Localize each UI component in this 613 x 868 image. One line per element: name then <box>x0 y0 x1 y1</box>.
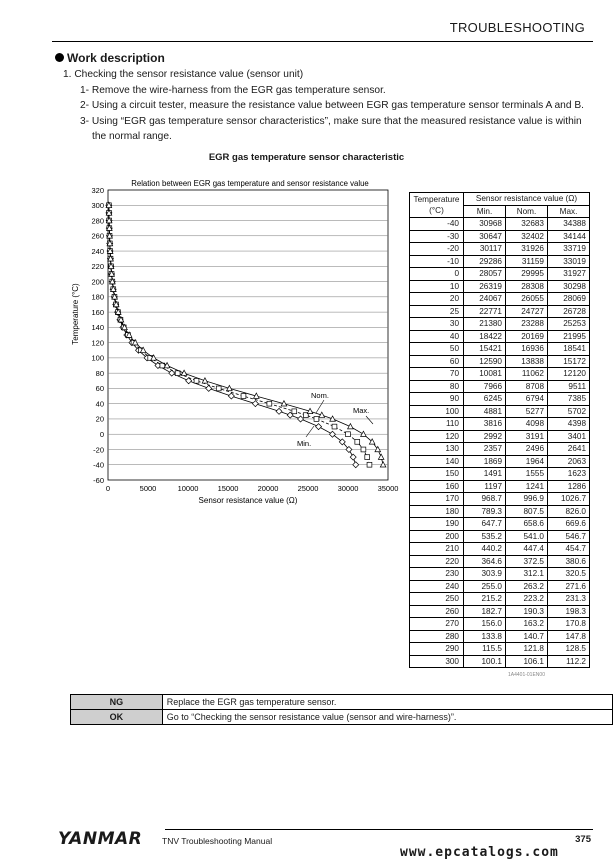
y-tick-label: -40 <box>93 460 104 470</box>
table-row <box>410 468 590 481</box>
resistance-cell: 31926 <box>506 243 548 256</box>
resistance-cell: 15172 <box>548 355 590 368</box>
temperature-cell: 25 <box>410 305 464 318</box>
table-row <box>410 618 590 631</box>
data-point <box>194 378 199 383</box>
table-row <box>410 605 590 618</box>
temperature-cell: 20 <box>410 293 464 306</box>
y-tick-label: 40 <box>95 399 104 409</box>
resistance-cell: 647.7 <box>464 518 506 531</box>
temperature-cell: 180 <box>410 505 464 518</box>
table-row <box>410 218 590 231</box>
resistance-cell: 263.2 <box>506 580 548 593</box>
table-row <box>410 280 590 293</box>
substep-1: 1- Remove the wire-harness from the EGR gas temperature sensor. <box>80 85 386 96</box>
x-tick-label: 0 <box>105 484 111 493</box>
table-row <box>410 493 590 506</box>
table-row <box>410 518 590 531</box>
data-point <box>365 455 370 460</box>
data-point <box>314 417 319 422</box>
resistance-cell: 5702 <box>548 405 590 418</box>
resistance-cell: 454.7 <box>548 543 590 556</box>
data-point <box>292 409 297 414</box>
temperature-cell: 230 <box>410 568 464 581</box>
table-row <box>410 543 590 556</box>
table-row <box>410 430 590 443</box>
resistance-cell: 9511 <box>548 380 590 393</box>
substep-3: 3- Using “EGR gas temperature sensor characteristics”, make sure that the measured resistance value is within <box>80 116 582 127</box>
data-point <box>241 394 246 399</box>
resistance-cell: 121.8 <box>506 643 548 656</box>
resistance-cell: 2063 <box>548 455 590 468</box>
resistance-cell: 2641 <box>548 443 590 456</box>
resistance-cell: 25253 <box>548 318 590 331</box>
resistance-cell: 1241 <box>506 480 548 493</box>
resistance-cell: 669.6 <box>548 518 590 531</box>
temperature-cell: 160 <box>410 480 464 493</box>
resistance-cell: 163.2 <box>506 618 548 631</box>
table-row <box>410 643 590 656</box>
table-row <box>410 505 590 518</box>
header-rule <box>52 41 593 42</box>
table-row <box>410 593 590 606</box>
result-table <box>70 694 613 725</box>
resistance-cell: 546.7 <box>548 530 590 543</box>
temperature-cell: 50 <box>410 343 464 356</box>
y-tick-label: 60 <box>95 384 104 394</box>
table-row <box>410 655 590 668</box>
resistance-cell: 13838 <box>506 355 548 368</box>
result-key: OK <box>71 710 163 725</box>
y-tick-label: 200 <box>91 277 104 287</box>
y-tick-label: 300 <box>91 201 104 211</box>
resistance-cell: 10081 <box>464 368 506 381</box>
resistance-cell: 115.5 <box>464 643 506 656</box>
resistance-cell: 3401 <box>548 430 590 443</box>
table-row <box>410 530 590 543</box>
resistance-cell: 18422 <box>464 330 506 343</box>
chart-section-title: EGR gas temperature sensor characteristic <box>208 152 405 163</box>
data-point <box>361 447 366 452</box>
table-row <box>410 418 590 431</box>
resistance-cell: 147.8 <box>548 630 590 643</box>
part-reference: 1A4401-01EN00 <box>508 672 545 678</box>
resistance-cell: 271.6 <box>548 580 590 593</box>
temperature-cell: -10 <box>410 255 464 268</box>
resistance-cell: 21380 <box>464 318 506 331</box>
resistance-cell: 5277 <box>506 405 548 418</box>
resistance-cell: 29286 <box>464 255 506 268</box>
result-key: NG <box>71 695 163 710</box>
table-row <box>410 318 590 331</box>
resistance-cell: 31159 <box>506 255 548 268</box>
temperature-cell: 190 <box>410 518 464 531</box>
resistance-cell: 6794 <box>506 393 548 406</box>
resistance-cell: 223.2 <box>506 593 548 606</box>
table-row <box>410 568 590 581</box>
table-row <box>410 443 590 456</box>
temperature-cell: 10 <box>410 280 464 293</box>
resistance-cell: 112.2 <box>548 655 590 668</box>
temperature-cell: 130 <box>410 443 464 456</box>
y-tick-label: 320 <box>91 185 104 195</box>
resistance-cell: 21995 <box>548 330 590 343</box>
resistance-cell: 1491 <box>464 468 506 481</box>
resistance-cell: 7385 <box>548 393 590 406</box>
resistance-cell: 32683 <box>506 218 548 231</box>
x-tick-label: 25000 <box>297 484 319 493</box>
x-tick-label: 30000 <box>337 484 359 493</box>
table-header-max: Max. <box>548 205 590 218</box>
y-tick-label: 160 <box>91 307 104 317</box>
resistance-cell: 16936 <box>506 343 548 356</box>
resistance-cell: 2992 <box>464 430 506 443</box>
temperature-cell: 110 <box>410 418 464 431</box>
temperature-cell: 80 <box>410 380 464 393</box>
resistance-cell: 658.6 <box>506 518 548 531</box>
y-tick-label: 20 <box>95 414 104 424</box>
resistance-cell: 364.6 <box>464 555 506 568</box>
resistance-cell: 7966 <box>464 380 506 393</box>
data-point <box>346 432 351 437</box>
svg-text:Nom.: Nom. <box>311 391 329 400</box>
temperature-cell: 290 <box>410 643 464 656</box>
resistance-cell: 33019 <box>548 255 590 268</box>
substep-3-continued: the normal range. <box>92 131 172 142</box>
result-row-ng <box>71 695 613 710</box>
substep-2: 2- Using a circuit tester, measure the resistance value between EGR gas temperature sensor terminals A and B. <box>80 100 584 111</box>
table-row <box>410 555 590 568</box>
svg-text:Min.: Min. <box>297 439 312 448</box>
resistance-cell: 23288 <box>506 318 548 331</box>
data-point <box>355 439 360 444</box>
table-row <box>410 393 590 406</box>
resistance-cell: 133.8 <box>464 630 506 643</box>
temperature-cell: -20 <box>410 243 464 256</box>
temperature-cell: 250 <box>410 593 464 606</box>
table-row <box>410 343 590 356</box>
temperature-cell: 300 <box>410 655 464 668</box>
result-value: Replace the EGR gas temperature sensor. <box>162 695 612 710</box>
resistance-table <box>409 192 590 668</box>
resistance-cell: 12120 <box>548 368 590 381</box>
y-axis-label: Temperature (°C) <box>71 283 80 345</box>
resistance-cell: 380.6 <box>548 555 590 568</box>
bullet-icon <box>55 53 64 62</box>
resistance-cell: 170.8 <box>548 618 590 631</box>
temperature-cell: 60 <box>410 355 464 368</box>
resistance-cell: 30298 <box>548 280 590 293</box>
y-tick-label: -60 <box>93 475 104 485</box>
resistance-cell: 4881 <box>464 405 506 418</box>
x-axis-label: Sensor resistance value (Ω) <box>198 496 298 505</box>
resistance-cell: 535.2 <box>464 530 506 543</box>
resistance-cell: 807.5 <box>506 505 548 518</box>
table-row <box>410 268 590 281</box>
y-tick-label: 120 <box>91 338 104 348</box>
resistance-cell: 826.0 <box>548 505 590 518</box>
table-row <box>410 480 590 493</box>
table-header-temperature: Temperature (°C) <box>410 193 464 218</box>
temperature-cell: 100 <box>410 405 464 418</box>
x-tick-label: 10000 <box>177 484 199 493</box>
resistance-cell: 34144 <box>548 230 590 243</box>
resistance-cell: 11062 <box>506 368 548 381</box>
data-point <box>332 424 337 429</box>
resistance-cell: 372.5 <box>506 555 548 568</box>
resistance-cell: 1026.7 <box>548 493 590 506</box>
resistance-cell: 1555 <box>506 468 548 481</box>
table-header-nom: Nom. <box>506 205 548 218</box>
table-header-min: Min. <box>464 205 506 218</box>
watermark: www.epcatalogs.com <box>400 845 559 860</box>
resistance-cell: 3816 <box>464 418 506 431</box>
y-tick-label: 240 <box>91 246 104 256</box>
resistance-cell: 18541 <box>548 343 590 356</box>
resistance-cell: 1623 <box>548 468 590 481</box>
temperature-cell: 270 <box>410 618 464 631</box>
temperature-cell: -30 <box>410 230 464 243</box>
resistance-cell: 30968 <box>464 218 506 231</box>
resistance-cell: 4398 <box>548 418 590 431</box>
resistance-cell: 26055 <box>506 293 548 306</box>
resistance-cell: 320.5 <box>548 568 590 581</box>
resistance-cell: 3191 <box>506 430 548 443</box>
y-tick-label: 260 <box>91 231 104 241</box>
x-tick-label: 15000 <box>217 484 239 493</box>
resistance-cell: 128.5 <box>548 643 590 656</box>
resistance-cell: 28057 <box>464 268 506 281</box>
resistance-cell: 31927 <box>548 268 590 281</box>
resistance-cell: 28069 <box>548 293 590 306</box>
resistance-cell: 541.0 <box>506 530 548 543</box>
temperature-cell: 240 <box>410 580 464 593</box>
table-row <box>410 580 590 593</box>
data-point <box>216 386 221 391</box>
resistance-cell: 34388 <box>548 218 590 231</box>
resistance-cell: 15421 <box>464 343 506 356</box>
x-tick-label: 5000 <box>139 484 157 493</box>
table-row <box>410 243 590 256</box>
resistance-cell: 1869 <box>464 455 506 468</box>
result-value: Go to “Checking the sensor resistance value (sensor and wire-harness)”. <box>162 710 612 725</box>
resistance-cell: 106.1 <box>506 655 548 668</box>
resistance-cell: 2496 <box>506 443 548 456</box>
resistance-cell: 22771 <box>464 305 506 318</box>
resistance-cell: 32402 <box>506 230 548 243</box>
table-row <box>410 305 590 318</box>
resistance-cell: 140.7 <box>506 630 548 643</box>
table-row <box>410 255 590 268</box>
resistance-cell: 1197 <box>464 480 506 493</box>
temperature-cell: 30 <box>410 318 464 331</box>
table-row <box>410 330 590 343</box>
result-row-ok <box>71 710 613 725</box>
table-row <box>410 380 590 393</box>
y-tick-label: 100 <box>91 353 104 363</box>
temperature-cell: 210 <box>410 543 464 556</box>
resistance-chart <box>60 172 405 512</box>
resistance-cell: 30117 <box>464 243 506 256</box>
resistance-cell: 30647 <box>464 230 506 243</box>
resistance-cell: 231.3 <box>548 593 590 606</box>
temperature-cell: 170 <box>410 493 464 506</box>
resistance-cell: 190.3 <box>506 605 548 618</box>
resistance-cell: 1964 <box>506 455 548 468</box>
resistance-cell: 24067 <box>464 293 506 306</box>
table-row <box>410 355 590 368</box>
resistance-cell: 28308 <box>506 280 548 293</box>
page-number: 375 <box>575 834 591 845</box>
data-point <box>267 401 272 406</box>
temperature-cell: 40 <box>410 330 464 343</box>
temperature-cell: 0 <box>410 268 464 281</box>
resistance-cell: 100.1 <box>464 655 506 668</box>
y-tick-label: 180 <box>91 292 104 302</box>
temperature-cell: 120 <box>410 430 464 443</box>
resistance-cell: 2357 <box>464 443 506 456</box>
x-tick-label: 35000 <box>377 484 399 493</box>
temperature-cell: 150 <box>410 468 464 481</box>
resistance-cell: 440.2 <box>464 543 506 556</box>
temperature-cell: 90 <box>410 393 464 406</box>
y-tick-label: 140 <box>91 323 104 333</box>
resistance-cell: 996.9 <box>506 493 548 506</box>
resistance-cell: 26728 <box>548 305 590 318</box>
temperature-cell: 260 <box>410 605 464 618</box>
resistance-cell: 6245 <box>464 393 506 406</box>
table-row <box>410 368 590 381</box>
resistance-cell: 12590 <box>464 355 506 368</box>
temperature-cell: 280 <box>410 630 464 643</box>
resistance-cell: 4098 <box>506 418 548 431</box>
resistance-cell: 215.2 <box>464 593 506 606</box>
y-tick-label: 0 <box>99 430 104 440</box>
resistance-cell: 198.3 <box>548 605 590 618</box>
table-row <box>410 455 590 468</box>
temperature-cell: 200 <box>410 530 464 543</box>
table-row <box>410 293 590 306</box>
y-tick-label: -20 <box>93 445 104 455</box>
y-tick-label: 220 <box>91 262 104 272</box>
y-tick-label: 80 <box>95 368 104 378</box>
resistance-cell: 789.3 <box>464 505 506 518</box>
resistance-cell: 303.9 <box>464 568 506 581</box>
temperature-cell: 140 <box>410 455 464 468</box>
resistance-cell: 968.7 <box>464 493 506 506</box>
resistance-cell: 312.1 <box>506 568 548 581</box>
table-row <box>410 405 590 418</box>
yanmar-logo: YANMAR <box>58 829 143 849</box>
resistance-cell: 29995 <box>506 268 548 281</box>
table-row <box>410 630 590 643</box>
table-row <box>410 230 590 243</box>
resistance-cell: 1286 <box>548 480 590 493</box>
temperature-cell: 220 <box>410 555 464 568</box>
work-description-heading: Work description <box>55 51 165 65</box>
temperature-cell: -40 <box>410 218 464 231</box>
y-tick-label: 280 <box>91 216 104 226</box>
manual-name: TNV Troubleshooting Manual <box>162 836 273 846</box>
chart-title: Relation between EGR gas temperature and sensor resistance value <box>131 179 369 188</box>
resistance-cell: 156.0 <box>464 618 506 631</box>
resistance-cell: 255.0 <box>464 580 506 593</box>
svg-text:Max.: Max. <box>353 406 370 415</box>
header-title: TROUBLESHOOTING <box>449 20 585 35</box>
temperature-cell: 70 <box>410 368 464 381</box>
table-header-resistance: Sensor resistance value (Ω) <box>464 193 590 206</box>
footer-rule <box>165 829 593 830</box>
data-point <box>367 462 372 467</box>
resistance-cell: 182.7 <box>464 605 506 618</box>
resistance-cell: 8708 <box>506 380 548 393</box>
resistance-cell: 26319 <box>464 280 506 293</box>
resistance-cell: 20169 <box>506 330 548 343</box>
resistance-cell: 33719 <box>548 243 590 256</box>
resistance-cell: 447.4 <box>506 543 548 556</box>
resistance-cell: 24727 <box>506 305 548 318</box>
x-tick-label: 20000 <box>257 484 279 493</box>
step-1: 1. Checking the sensor resistance value (sensor unit) <box>63 69 304 80</box>
